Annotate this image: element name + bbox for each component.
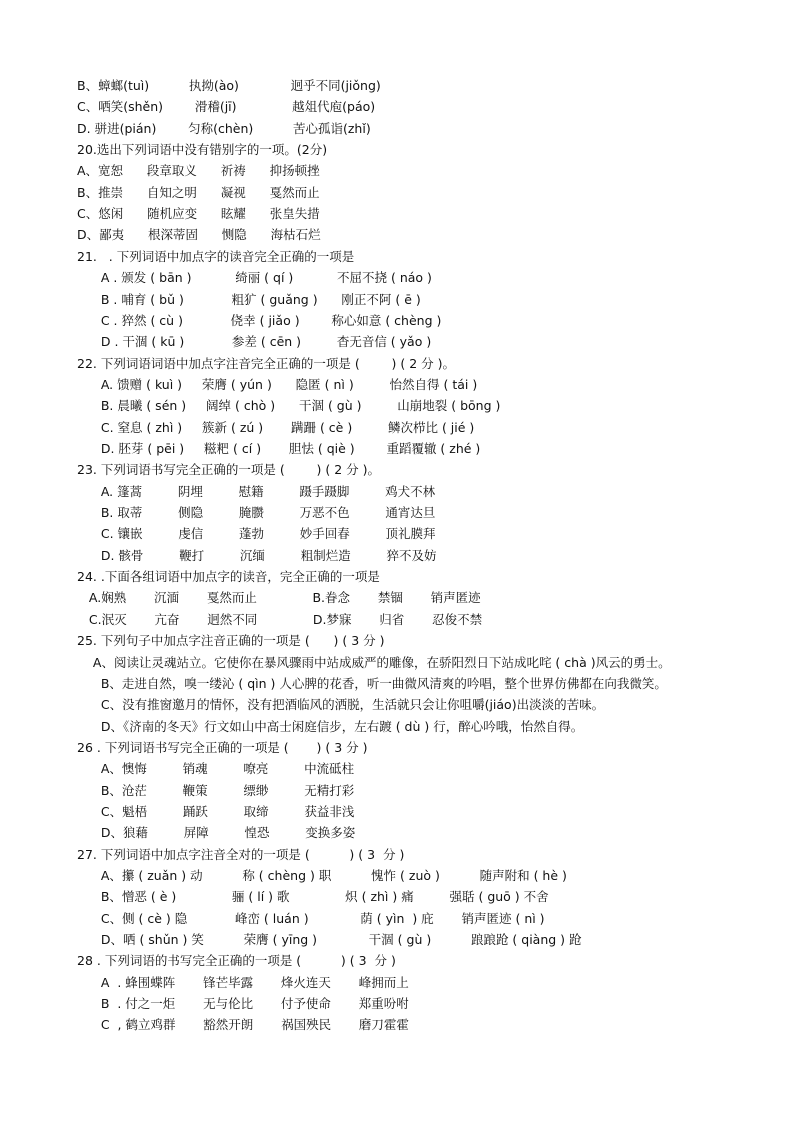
text-line: C、哂笑(shěn) 滑稽(jī) 越俎代庖(páo): [77, 99, 376, 114]
text-line: A、宽恕 段章取义 祈祷 抑扬顿挫: [77, 163, 320, 178]
text-line: D、鄙夷 根深蒂固 恻隐 海枯石烂: [77, 227, 321, 242]
text-line: 24. .下面各组词语中加点字的读音，完全正确的一项是: [77, 569, 380, 584]
text-line: C . 猝然 ( cù ) 侥幸 ( jiǎo ) 称心如意 ( chèng ): [77, 313, 442, 328]
text-line: D. 骈进(pián) 匀称(chèn) 苦心孤诣(zhǐ): [77, 121, 371, 136]
text-line: 23. 下列词语书写完全正确的一项是 ( ) ( 2 分 )。: [77, 462, 380, 477]
text-line: C、魁梧 踊跃 取缔 获益非浅: [77, 804, 355, 819]
text-line: C. 镶嵌 虔信 蓬勃 妙手回春 顶礼膜拜: [77, 526, 436, 541]
text-line: 26 . 下列词语书写完全正确的一项是 ( ) ( 3 分 ): [77, 740, 368, 755]
text-line: A.娴熟 沉湎 戛然而止 B.眷念 禁锢 销声匿迹: [77, 590, 481, 605]
text-line: B . 付之一炬 无与伦比 付予使命 郑重吩咐: [77, 996, 409, 1011]
text-line: C.泯灭 亢奋 迥然不同 D.梦寐 归省 忍俊不禁: [77, 612, 483, 627]
text-line: C、侧 ( cè ) 隐 峰峦 ( luán ) 荫 ( yìn ) 庇 销声匿迹 ( nì ): [77, 911, 545, 926]
text-line: 21. . 下列词语中加点字的读音完全正确的一项是: [77, 249, 355, 264]
text-line: B . 哺育 ( bǔ ) 粗犷 ( guǎng ) 刚正不阿 ( ē ): [77, 292, 421, 307]
text-line: C , 鹤立鸡群 豁然开朗 祸国殃民 磨刀霍霍: [77, 1017, 409, 1032]
text-line: C. 窒息 ( zhì ) 簇新 ( zú ) 蹒跚 ( cè ) 鳞次栉比 ( jié ): [77, 420, 475, 435]
text-line: B、沧茫 鞭策 缥缈 无精打彩: [77, 783, 355, 798]
text-line: A . 颁发 ( bān ) 绮丽 ( qí ) 不屈不挠 ( náo ): [77, 270, 432, 285]
text-line: A、阅读让灵魂站立。它使你在暴风骤雨中站成威严的雕像，在骄阳烈日下站成叱咤 ( chà )风云的勇士。: [77, 655, 671, 670]
text-line: 28 . 下列词语的书写完全正确的一项是 ( ) ( 3 分 ): [77, 953, 396, 968]
text-line: A . 蜂围蝶阵 锋芒毕露 烽火连天 峰拥而上: [77, 975, 409, 990]
text-line: C、悠闲 随机应变 眩耀 张皇失措: [77, 206, 320, 221]
text-line: B、蟑螂(tuì) 执拗(ào) 迥乎不同(jiǒng): [77, 78, 381, 93]
text-line: A、懊悔 销魂 嘹亮 中流砥柱: [77, 761, 355, 776]
text-line: B、走进自然，嗅一缕沁 ( qìn ) 人心脾的花香，听一曲微风清爽的吟唱，整个世界仿佛都在向我微笑。: [77, 676, 667, 691]
text-line: B. 晨曦 ( sén ) 阔绰 ( chò ) 干涸 ( gù ) 山崩地裂 ( bōng ): [77, 398, 501, 413]
text-line: C、没有推窗邀月的情怀，没有把酒临风的洒脱，生活就只会让你咀嚼(jiáo)出淡淡的苦味。: [77, 697, 605, 712]
text-line: B、憎恶 ( è ) 骊 ( lí ) 歌 炽 ( zhì ) 痛 强聒 ( guō ) 不舍: [77, 889, 549, 904]
text-line: D、哂 ( shǔn ) 笑 荣膺 ( yīng ) 干涸 ( gù ) 踉踉跄 ( qiàng ) 跄: [77, 932, 582, 947]
text-line: B、推崇 自知之明 凝视 戛然而止: [77, 185, 320, 200]
text-line: D、狼藉 屏障 惶恐 变换多姿: [77, 825, 356, 840]
text-line: D. 胚芽 ( pēi ) 糍粑 ( cí ) 胆怯 ( qiè ) 重蹈覆辙 ( zhé ): [77, 441, 481, 456]
text-line: 25. 下列句子中加点字注音正确的一项是 ( ) ( 3 分 ): [77, 633, 385, 648]
text-line: A. 馈赠 ( kuì ) 荣膺 ( yún ) 隐匿 ( nì ) 怡然自得 ( tái ): [77, 377, 478, 392]
text-line: D、《济南的冬天》行文如山中高士闲庭信步，左右踱 ( dù ) 行，醉心吟哦，怡然自得。: [77, 719, 584, 734]
text-line: 27. 下列词语中加点字注音全对的一项是 ( ) ( 3 分 ): [77, 847, 405, 862]
text-line: A、攥 ( zuǎn ) 动 称 ( chèng ) 职 愧怍 ( zuò ) 随声附和 ( hè ): [77, 868, 567, 883]
text-line: D. 骸骨 鞭打 沉缅 粗制烂造 猝不及妨: [77, 548, 437, 563]
text-line: 22. 下列词语词语中加点字注音完全正确的一项是 ( ) ( 2 分 )。: [77, 356, 455, 371]
text-line: A. 篷蒿 阴埋 慰籍 蹑手蹑脚 鸡犬不林: [77, 484, 436, 499]
text-line: B. 取蒂 侧隐 腌臜 万恶不色 通宵达旦: [77, 505, 436, 520]
text-line: 20.选出下列词语中没有错别字的一项。(2分): [77, 142, 328, 157]
text-line: D . 干涸 ( kū ) 参差 ( cēn ) 杳无音信 ( yǎo ): [77, 334, 432, 349]
